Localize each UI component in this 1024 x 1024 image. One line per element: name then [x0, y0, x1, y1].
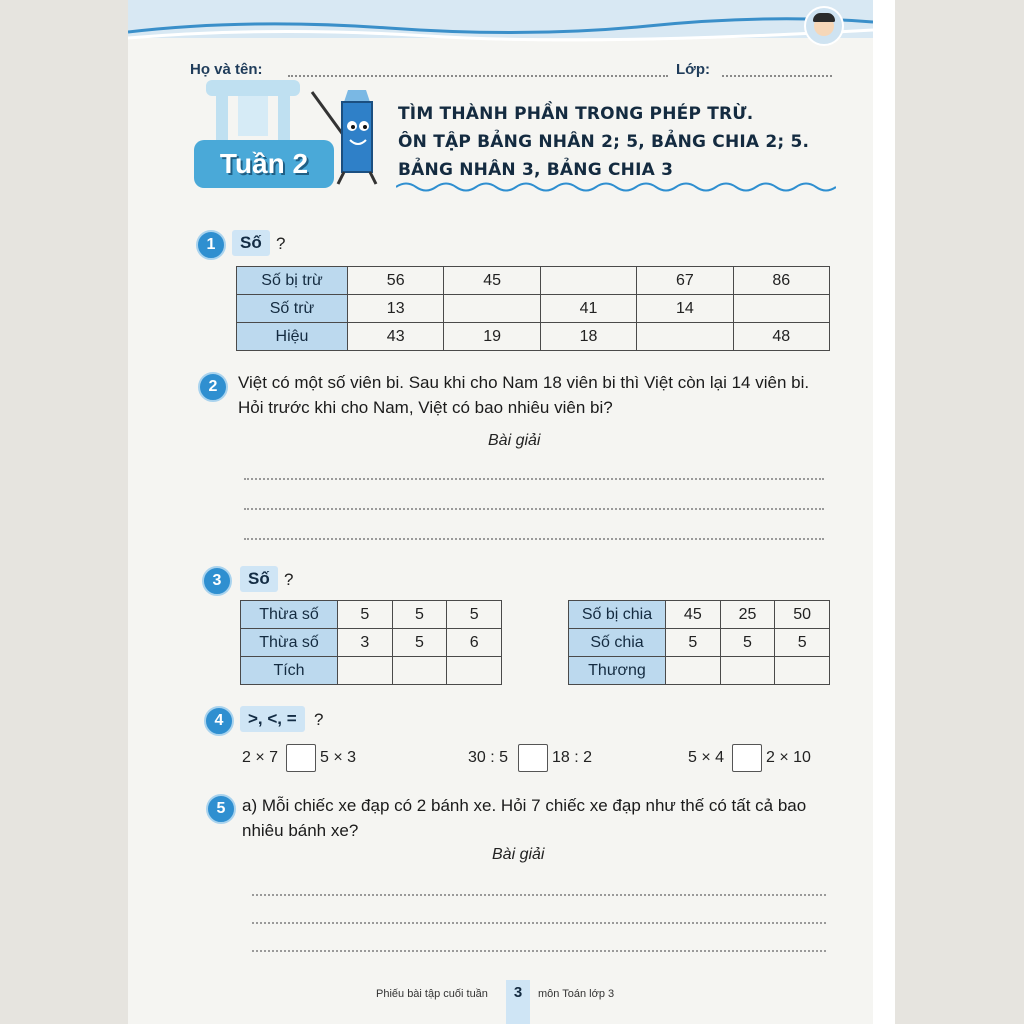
table-row	[241, 601, 502, 629]
class-field[interactable]	[722, 75, 832, 77]
answer-cell[interactable]	[775, 657, 830, 685]
question-1-qmark: ?	[276, 234, 286, 253]
table-cell: 45	[444, 267, 540, 295]
page-edge	[873, 0, 895, 1024]
page-title-line-3: BẢNG NHÂN 3, BẢNG CHIA 3	[398, 160, 674, 180]
row-label: Tích	[241, 657, 338, 685]
table-cell: 5	[720, 629, 775, 657]
compare-2-right: 18 : 2	[552, 749, 593, 766]
question-5-number: 5	[206, 794, 236, 824]
table-row	[241, 657, 502, 685]
answer-cell[interactable]	[447, 657, 502, 685]
question-2-number: 2	[198, 372, 228, 402]
name-label: Họ và tên:	[190, 61, 263, 78]
footer-right-text: môn Toán lớp 3	[538, 988, 615, 1000]
answer-line[interactable]	[244, 478, 824, 480]
question-3-qmark: ?	[284, 570, 294, 589]
class-label: Lớp:	[676, 61, 710, 78]
table-cell: 56	[348, 267, 444, 295]
answer-cell[interactable]	[540, 267, 636, 295]
compare-3-right: 2 × 10	[766, 749, 811, 766]
table-cell: 5	[392, 629, 447, 657]
compare-3-left: 5 × 4	[688, 749, 725, 766]
division-table	[568, 600, 830, 685]
row-label: Hiệu	[237, 323, 348, 351]
question-2-solution-label: Bài giải	[488, 432, 541, 449]
compare-1-left: 2 × 7	[242, 749, 279, 766]
table-cell: 48	[733, 323, 829, 351]
name-field[interactable]	[288, 75, 668, 77]
compare-2-left: 30 : 5	[468, 749, 509, 766]
table-cell: 6	[447, 629, 502, 657]
row-label: Thừa số	[241, 601, 338, 629]
table-cell: 43	[348, 323, 444, 351]
table-cell: 3	[338, 629, 393, 657]
table-cell: 19	[444, 323, 540, 351]
question-4-tag: >, <, =	[240, 706, 305, 732]
page-title-line-1: TÌM THÀNH PHẦN TRONG PHÉP TRỪ.	[398, 104, 754, 124]
table-cell: 67	[637, 267, 733, 295]
question-3-number: 3	[202, 566, 232, 596]
week-badge: Tuần 2	[194, 140, 334, 188]
compare-3-answer-box[interactable]	[732, 744, 762, 772]
table-cell: 5	[447, 601, 502, 629]
question-4-qmark: ?	[314, 710, 324, 729]
question-1-number: 1	[196, 230, 226, 260]
page-title-line-2: ÔN TẬP BẢNG NHÂN 2; 5, BẢNG CHIA 2; 5.	[398, 132, 810, 152]
table-cell: 5	[338, 601, 393, 629]
row-label: Thương	[569, 657, 666, 685]
table-cell: 13	[348, 295, 444, 323]
table-cell: 45	[666, 601, 721, 629]
answer-cell[interactable]	[338, 657, 393, 685]
table-row	[237, 267, 830, 295]
question-5-text-line-1: a) Mỗi chiếc xe đạp có 2 bánh xe. Hỏi 7 chiếc xe đạp như thế có tất cả bao	[242, 796, 807, 815]
question-3-tag: Số	[240, 566, 278, 592]
row-label: Số bị trừ	[237, 267, 348, 295]
row-label: Thừa số	[241, 629, 338, 657]
footer-left-text: Phiếu bài tập cuối tuần	[376, 988, 488, 1000]
compare-1-right: 5 × 3	[320, 749, 357, 766]
pencil-mascot-icon	[308, 86, 398, 186]
row-label: Số trừ	[237, 295, 348, 323]
table-cell: 5	[392, 601, 447, 629]
question-4-number: 4	[204, 706, 234, 736]
question-5-text-line-2: nhiêu bánh xe?	[242, 821, 359, 840]
multiplication-table	[240, 600, 502, 685]
table-cell: 25	[720, 601, 775, 629]
answer-line[interactable]	[252, 894, 826, 896]
answer-cell[interactable]	[444, 295, 540, 323]
compare-2-answer-box[interactable]	[518, 744, 548, 772]
mascot-avatar-icon	[804, 6, 844, 46]
answer-cell[interactable]	[392, 657, 447, 685]
row-label: Số chia	[569, 629, 666, 657]
table-cell: 5	[775, 629, 830, 657]
table-row	[569, 629, 830, 657]
table-cell: 5	[666, 629, 721, 657]
table-cell: 41	[540, 295, 636, 323]
table-row	[237, 295, 830, 323]
answer-line[interactable]	[244, 508, 824, 510]
worksheet-page	[128, 0, 873, 1024]
answer-cell[interactable]	[637, 323, 733, 351]
table-row	[237, 323, 830, 351]
answer-line[interactable]	[244, 538, 824, 540]
row-label: Số bị chia	[569, 601, 666, 629]
question-2-text-line-1: Việt có một số viên bi. Sau khi cho Nam 18 viên bi thì Việt còn lại 14 viên bi.	[238, 373, 810, 392]
question-2-text-line-2: Hỏi trước khi cho Nam, Việt có bao nhiêu viên bi?	[238, 398, 613, 417]
title-underline-wave	[396, 180, 836, 194]
stool-illustration-icon	[198, 78, 308, 148]
answer-line[interactable]	[252, 922, 826, 924]
table-row	[241, 629, 502, 657]
table-cell: 18	[540, 323, 636, 351]
compare-1-answer-box[interactable]	[286, 744, 316, 772]
answer-cell[interactable]	[733, 295, 829, 323]
question-5-solution-label: Bài giải	[492, 846, 545, 863]
top-wave-decoration	[128, 10, 873, 44]
answer-cell[interactable]	[720, 657, 775, 685]
subtraction-table	[236, 266, 830, 351]
footer-page-number: 3	[506, 980, 530, 1024]
table-cell: 50	[775, 601, 830, 629]
answer-cell[interactable]	[666, 657, 721, 685]
question-1-tag: Số	[232, 230, 270, 256]
table-row	[569, 657, 830, 685]
answer-line[interactable]	[252, 950, 826, 952]
table-cell: 86	[733, 267, 829, 295]
table-cell: 14	[637, 295, 733, 323]
table-row	[569, 601, 830, 629]
